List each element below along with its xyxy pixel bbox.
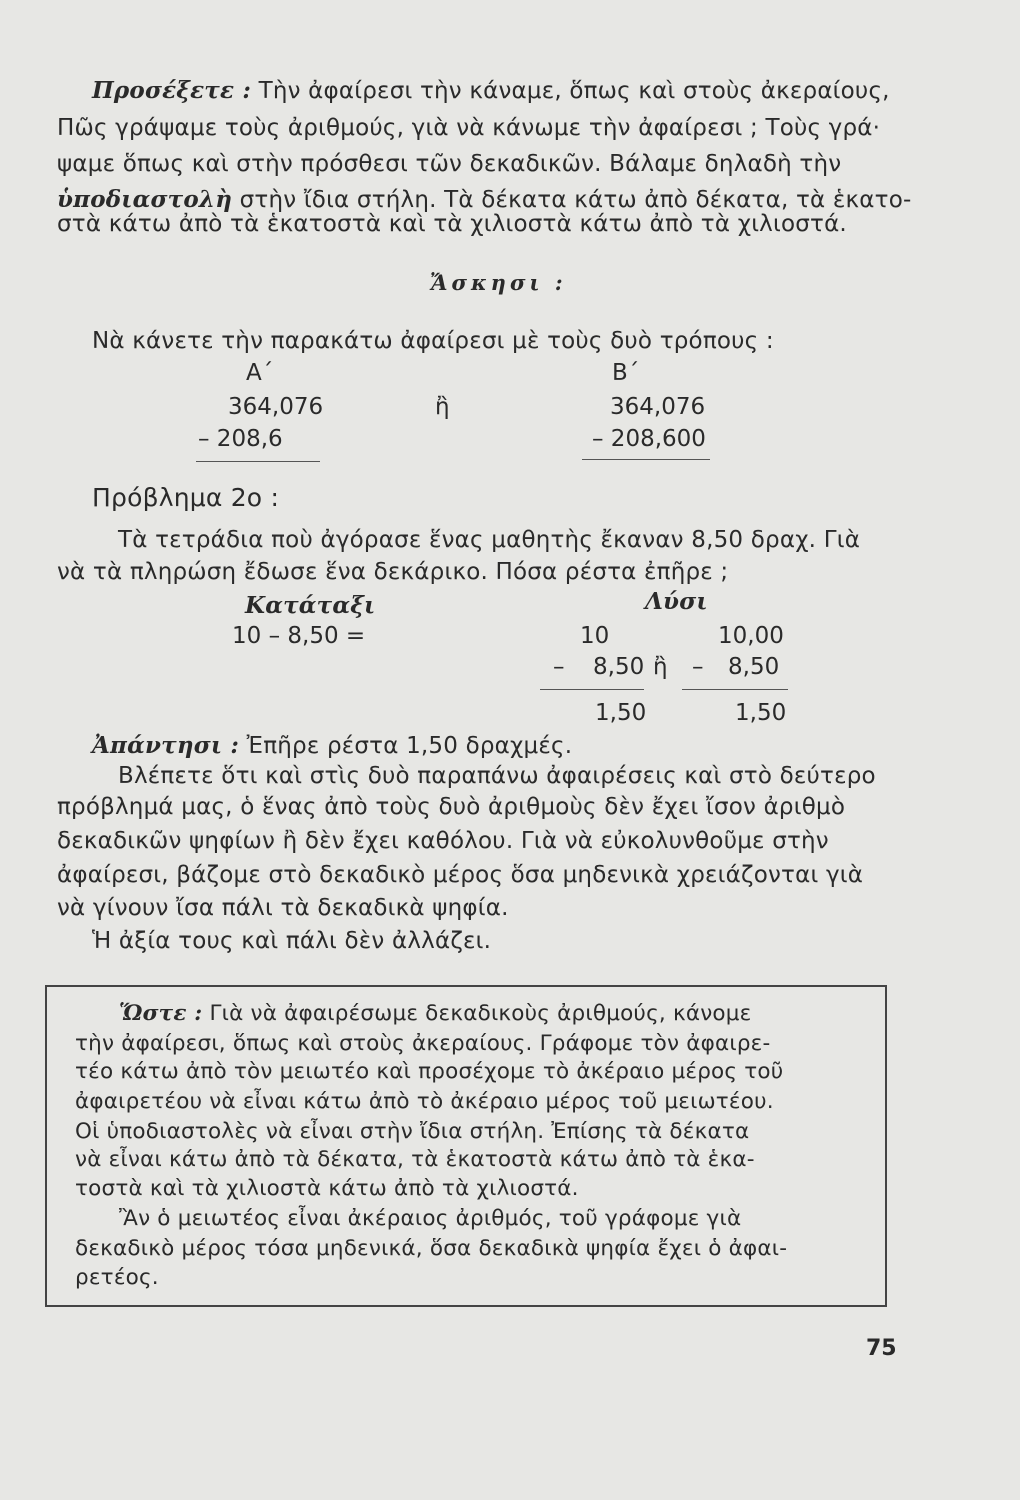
method-a-minuend: 364,076 xyxy=(228,394,324,420)
rule-line-4: ἀφαιρετέου νὰ εἶναι κάτω ἀπὸ τὸ ἀκέραιο μέρος τοῦ μειωτέου. xyxy=(75,1089,774,1114)
solution-1-minuend: 10 xyxy=(580,623,610,649)
rule-line-6: νὰ εἶναι κάτω ἀπὸ τὰ δέκατα, τὰ ἑκατοστὰ κάτω ἀπὸ τὰ ἑκα- xyxy=(75,1147,755,1172)
answer-text: Ἐπῆρε ρέστα 1,50 δραχμές. xyxy=(246,733,573,759)
solution-1-result: 1,50 xyxy=(595,700,647,726)
rule-box xyxy=(45,985,887,1307)
solution-or-text: ἢ xyxy=(653,654,668,680)
answer-line xyxy=(92,731,572,761)
method-b-underline xyxy=(582,459,710,460)
rule-text: Γιὰ νὰ ἀφαιρέσωμε δεκαδικοὺς ἀριθμούς, κάνομε xyxy=(209,1001,752,1026)
method-a-underline xyxy=(196,461,320,462)
method-a-subtrahend: – 208,6 xyxy=(198,426,283,452)
solution-2-result: 1,50 xyxy=(735,700,787,726)
exercise-instruction: Νὰ κάνετε τὴν παρακάτω ἀφαίρεσι μὲ τοὺς δυὸ τρόπους : xyxy=(92,328,774,354)
note-text: στὴν ἴδια στήλη. Τὰ δέκατα κάτω ἀπὸ δέκατα, τὰ ἑκατο- xyxy=(239,187,912,213)
solution-label: Λύσι xyxy=(645,588,708,615)
solution-2-minuend: 10,00 xyxy=(718,623,784,649)
note-line-5: στὰ κάτω ἀπὸ τὰ ἑκατοστὰ καὶ τὰ χιλιοστὰ κάτω ἀπὸ τὰ χιλιοστά. xyxy=(57,211,847,237)
explanation-line-2: πρόβλημά μας, ὁ ἕνας ἀπὸ τοὺς δυὸ ἀριθμοὺς δὲν ἔχει ἴσον ἀριθμὸ xyxy=(57,794,846,820)
note-text: Τὴν ἀφαίρεσι τὴν κάναμε, ὅπως καὶ στοὺς ἀκεραίους, xyxy=(258,78,890,104)
setup-label: Κατάταξι xyxy=(245,592,376,619)
explanation-line-6: Ἡ ἀξία τους καὶ πάλι δὲν ἀλλάζει. xyxy=(92,928,492,954)
term-decimal-point: ὑποδιαστολὴ xyxy=(57,186,233,213)
rule-line-3: τέο κάτω ἀπὸ τὸν μειωτέο καὶ προσέχομε τὸ ἀκέραιο μέρος τοῦ xyxy=(75,1059,784,1084)
solution-1-underline xyxy=(540,689,644,690)
note-line-2: Πῶς γράψαμε τοὺς ἀριθμούς, γιὰ νὰ κάνωμε τὴν ἀφαίρεσι ; Τοὺς γρά· xyxy=(57,115,881,141)
solution-2-underline xyxy=(682,689,788,690)
rule-line-5: Οἱ ὑποδιαστολὲς νὰ εἶναι στὴν ἴδια στήλη. Ἐπίσης τὰ δέκατα xyxy=(75,1119,750,1144)
note-line-1 xyxy=(92,76,890,106)
page-number: 75 xyxy=(866,1336,897,1361)
solution-1-subtrahend: 8,50 xyxy=(593,654,645,680)
rule-line-1 xyxy=(119,999,751,1029)
setup-equation: 10 – 8,50 = xyxy=(232,623,366,649)
or-text: ἢ xyxy=(435,394,450,420)
method-b-minuend: 364,076 xyxy=(610,394,706,420)
explanation-line-5: νὰ γίνουν ἴσα πάλι τὰ δεκαδικὰ ψηφία. xyxy=(57,895,509,921)
method-b-subtrahend: – 208,600 xyxy=(592,426,706,452)
explanation-line-3: δεκαδικῶν ψηφίων ἢ δὲν ἔχει καθόλου. Γιὰ νὰ εὐκολυνθοῦμε στὴν xyxy=(57,828,829,854)
explanation-line-1: Βλέπετε ὅτι καὶ στὶς δυὸ παραπάνω ἀφαιρέσεις καὶ στὸ δεύτερο xyxy=(118,763,876,789)
exercise-heading: Ἄσκησι : xyxy=(430,270,567,295)
method-a-label: Α΄ xyxy=(246,360,274,386)
rule-label: Ὥστε : xyxy=(119,1001,203,1026)
solution-2-minus: – xyxy=(692,654,704,680)
rule-line-7: τοστὰ καὶ τὰ χιλιοστὰ κάτω ἀπὸ τὰ χιλιοστά. xyxy=(75,1176,579,1201)
problem-line-1: Τὰ τετράδια ποὺ ἀγόρασε ἕνας μαθητὴς ἔκαναν 8,50 δραχ. Γιὰ xyxy=(118,527,861,553)
note-label: Προσέξετε : xyxy=(92,77,252,104)
rule-line-10: ρετέος. xyxy=(75,1265,159,1290)
answer-label: Ἀπάντησι : xyxy=(92,732,240,759)
solution-2-subtrahend: 8,50 xyxy=(728,654,780,680)
rule-line-2: τὴν ἀφαίρεσι, ὅπως καὶ στοὺς ἀκεραίους. Γράφομε τὸν ἀφαιρε- xyxy=(75,1031,771,1056)
problem-heading: Πρόβλημα 2ο : xyxy=(92,483,280,512)
rule-line-8: Ἂν ὁ μειωτέος εἶναι ἀκέραιος ἀριθμός, τοῦ γράφομε γιὰ xyxy=(119,1206,742,1231)
problem-line-2: νὰ τὰ πληρώση ἔδωσε ἕνα δεκάρικο. Πόσα ρέστα ἐπῆρε ; xyxy=(57,559,729,585)
rule-line-9: δεκαδικὸ μέρος τόσα μηδενικά, ὅσα δεκαδικὰ ψηφία ἔχει ὁ ἀφαι- xyxy=(75,1236,788,1261)
explanation-line-4: ἀφαίρεσι, βάζομε στὸ δεκαδικὸ μέρος ὅσα μηδενικὰ χρειάζονται γιὰ xyxy=(57,862,864,888)
solution-1-minus: – xyxy=(553,654,565,680)
method-b-label: Β΄ xyxy=(612,360,640,386)
note-line-3: ψαμε ὅπως καὶ στὴν πρόσθεσι τῶν δεκαδικῶν. Βάλαμε δηλαδὴ τὴν xyxy=(57,151,842,177)
